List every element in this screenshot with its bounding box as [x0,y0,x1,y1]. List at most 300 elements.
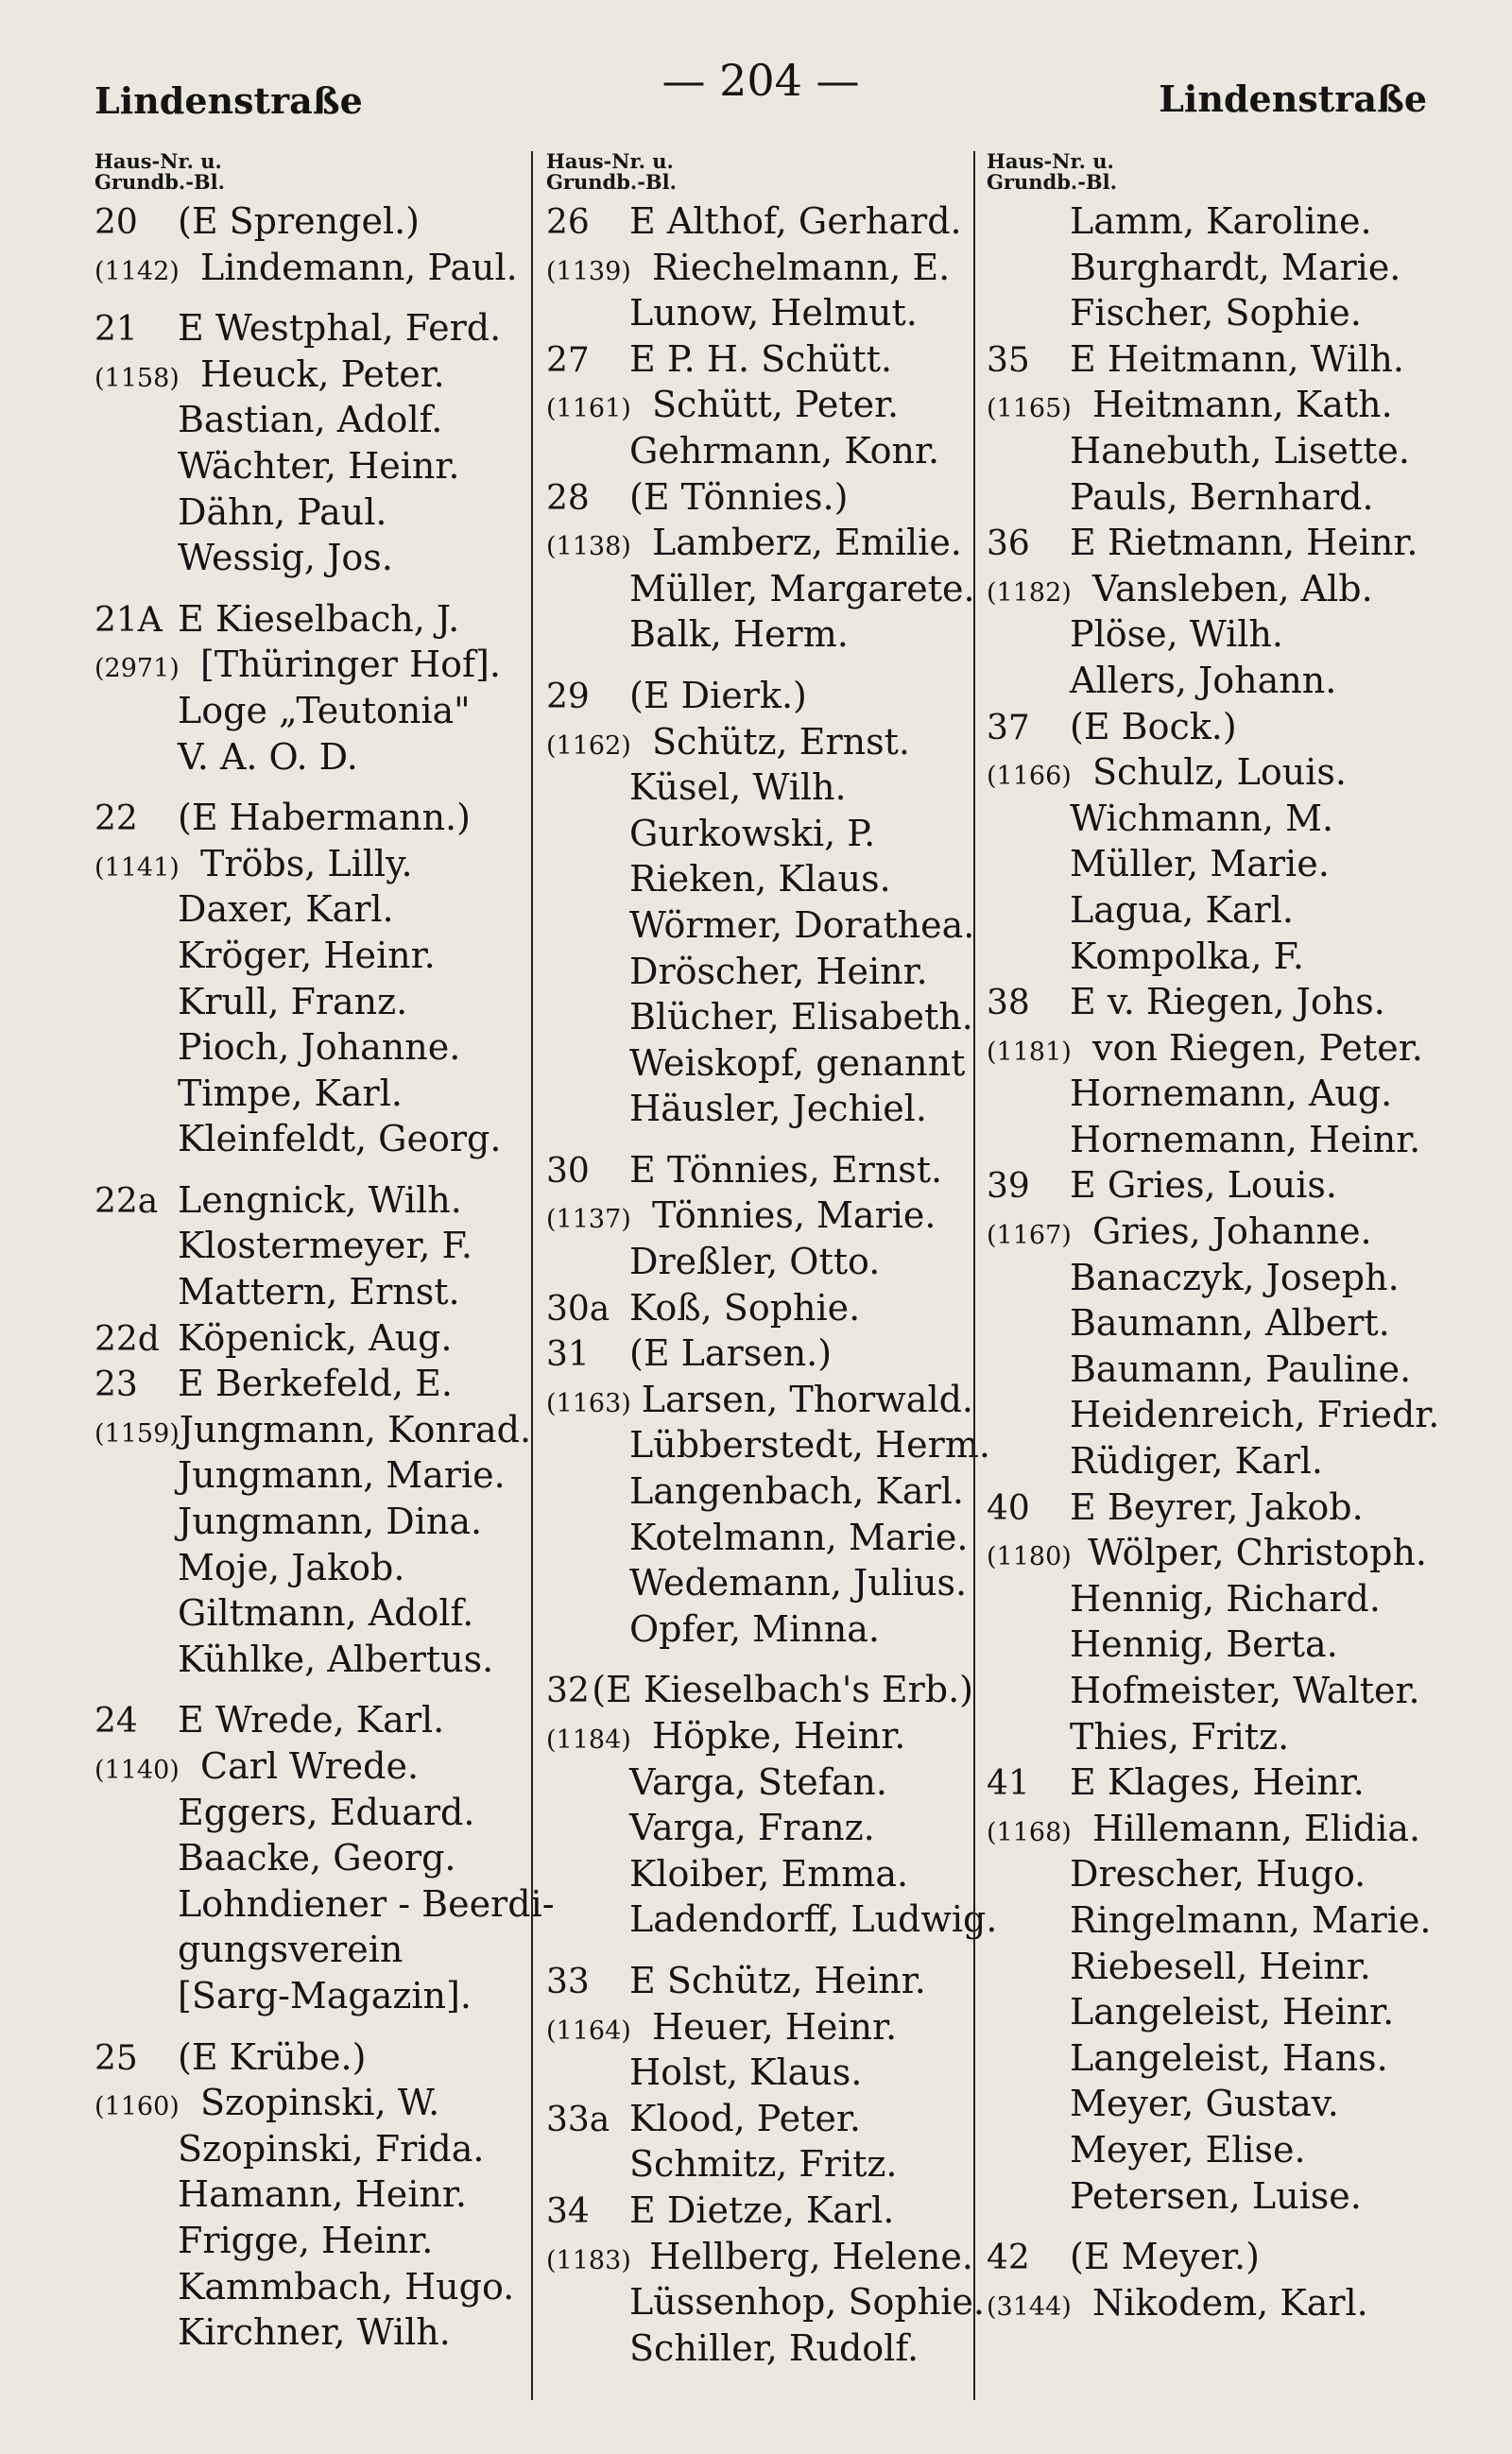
list-item [546,949,973,995]
page-header [94,55,1427,130]
resident-name: Dähn, Paul. [178,490,387,533]
list-item [987,1530,1427,1576]
resident-name: Blücher, Elisabeth. [629,996,973,1038]
resident-name: (E Kieselbach's Erb.) [592,1669,973,1711]
resident-name: E Gries, Louis. [1070,1164,1337,1207]
list-item [987,566,1427,612]
resident-name: Frigge, Heinr. [178,2219,434,2261]
resident-name: Holst, Klaus. [629,2051,863,2094]
resident-name: Langeleist, Hans. [1070,2036,1388,2079]
resident-name: Kirchner, Wilh. [178,2311,451,2354]
list-item [546,1560,973,1606]
house-number: 38 [987,984,1030,1023]
resident-name: Moje, Jakob. [178,1546,405,1588]
house-number: 22a [94,1181,159,1221]
list-item [546,1377,973,1423]
resident-name: Thies, Fritz. [1070,1715,1290,1758]
resident-name: Szopinski, Frida. [178,2127,485,2170]
resident-name: Jungmann, Dina. [178,1501,483,1543]
resident-name: Giltmann, Adolf. [178,1592,474,1635]
house-number: 28 [546,478,590,518]
resident-name: Rieken, Klaus. [629,858,891,901]
list-item [94,1927,524,1973]
resident-name: Hanebuth, Lisette. [1070,429,1410,472]
house-number: 36 [987,524,1030,564]
list-item [546,336,973,383]
house-number: 42 [987,2239,1030,2278]
land-register-number: (1168) [987,1817,1072,1847]
list-item [546,2279,985,2325]
resident-name: (E Dierk.) [629,674,807,716]
list-item [546,1667,973,1713]
resident-name: Häusler, Jechiel. [629,1088,927,1130]
land-register-number: (3144) [987,2291,1072,2322]
list-item [94,1743,524,1790]
resident-name: Burghardt, Marie. [1070,246,1401,288]
list-item [987,474,1427,521]
list-item [94,2309,524,2356]
resident-name: gungsverein [178,1929,404,1971]
house-number: 24 [94,1702,138,1742]
resident-name: Lamm, Karoline. [1070,200,1372,242]
column-heading-line1: Haus-Nr. u. [546,149,674,173]
resident-name: Hennig, Berta. [1070,1623,1338,1666]
resident-name: Langenbach, Karl. [629,1470,964,1513]
list-item [94,979,524,1025]
resident-name: Eggers, Eduard. [178,1791,475,1833]
resident-name: Gurkowski, P. [629,812,876,854]
land-register-number: (2971) [94,654,180,684]
resident-name: Kotelmann, Marie. [629,1516,969,1558]
list-item [987,1759,1427,1806]
resident-name: Klostermeyer, F. [178,1225,472,1267]
house-number: 30 [546,1151,590,1191]
resident-name: Meyer, Elise. [1070,2128,1306,2171]
list-item [546,719,973,765]
house-number: 21 [94,310,138,350]
column-heading-line2: Grundb.-Bl. [546,170,677,194]
list-item [546,902,973,949]
list-item [987,1392,1440,1438]
resident-name: Köpenick, Aug. [178,1316,453,1359]
list-item [94,1835,524,1881]
resident-name: Kammbach, Hugo. [178,2265,515,2308]
house-number: 20 [94,203,138,242]
resident-name: Schulz, Louis. [1092,751,1347,794]
list-item [987,428,1427,474]
list-item [546,1193,973,1239]
house-number: 40 [987,1488,1030,1528]
land-register-number: (1138) [546,532,631,562]
list-item [987,336,1427,383]
list-item [987,796,1427,842]
resident-name: Daxer, Karl. [178,888,394,931]
list-item [987,1989,1427,2035]
resident-name: Lübberstedt, Herm. [629,1424,990,1467]
list-item [94,2264,524,2310]
page-number: — 204 — [662,55,860,106]
list-item [546,2188,973,2234]
land-register-number: (1160) [94,2092,180,2122]
house-number: 27 [546,340,590,380]
list-item [546,566,973,612]
resident-name: Carl Wrede. [200,1745,420,1787]
list-item [546,1040,973,1087]
list-item [546,1759,973,1806]
resident-name: Drescher, Hugo. [1070,1853,1366,1896]
resident-name: Meyer, Gustav. [1070,2083,1339,2125]
land-register-number: (1137) [546,1205,631,1235]
house-number: 21A [94,600,163,640]
list-item [94,1315,524,1362]
list-item [546,1851,973,1897]
list-item [546,2234,973,2280]
resident-name: Bastian, Adolf. [178,399,443,441]
list-item [546,2141,973,2188]
resident-name: V. A. O. D. [178,735,358,778]
resident-name: Kompolka, F. [1070,935,1305,977]
resident-name: Hornemann, Aug. [1070,1073,1393,1115]
column-heading-line1: Haus-Nr. u. [987,149,1114,173]
list-item [546,1147,973,1193]
list-item [546,2004,973,2051]
column-heading-line2: Grundb.-Bl. [94,170,225,194]
list-item [987,2280,1427,2326]
resident-name: Balk, Herm. [629,613,849,656]
house-number: 35 [987,340,1030,380]
resident-name: Pauls, Bernhard. [1070,475,1374,518]
list-item [94,305,524,352]
list-item [546,428,973,474]
list-item [94,397,524,443]
resident-name: Kühlke, Albertus. [178,1638,494,1680]
list-item [94,1071,524,1117]
resident-name: Jungmann, Marie. [178,1454,506,1497]
list-item [546,520,973,566]
list-item [546,764,973,811]
list-item [546,245,973,291]
list-item [94,795,524,841]
list-item [987,1117,1427,1163]
resident-name: Fischer, Sophie. [1070,292,1362,335]
list-item [94,489,524,536]
list-item [546,290,973,336]
list-item [94,841,524,887]
list-item [546,474,973,521]
resident-name: Heuck, Peter. [200,352,445,395]
land-register-number: (1164) [546,2016,631,2046]
house-number: 23 [94,1365,138,1405]
house-number: 31 [546,1335,590,1375]
list-item [987,1714,1427,1760]
entry-list [546,198,998,2371]
list-item [987,198,1427,245]
column-2 [531,149,998,2400]
resident-name: Ladendorff, Ludwig. [629,1898,998,1941]
resident-name: Dröscher, Heinr. [629,950,928,992]
land-register-number: (1165) [987,394,1072,424]
list-item [987,841,1427,887]
resident-name: Pioch, Johanne. [178,1026,461,1069]
resident-name: E Klages, Heinr. [1070,1761,1365,1804]
resident-name: Klood, Peter. [629,2097,861,2139]
resident-name: Opfer, Minna. [629,1607,880,1650]
house-number: 30a [546,1289,610,1329]
resident-name: Höpke, Heinr. [652,1715,906,1757]
list-item [987,1255,1427,1301]
land-register-number: (1159) [94,1418,180,1449]
resident-name: Wedemann, Julius. [629,1562,968,1605]
list-item [987,2173,1427,2220]
list-item [987,245,1427,291]
resident-name: Küsel, Wilh. [629,766,847,809]
list-item [94,1116,524,1162]
list-item [987,1484,1427,1531]
land-register-number: (1166) [987,762,1072,792]
resident-name: von Riegen, Peter. [1092,1026,1423,1069]
resident-name: Kröger, Heinr. [178,934,436,976]
resident-name: Müller, Marie. [1070,843,1330,885]
list-item [987,2035,1427,2082]
list-item [94,1177,524,1224]
resident-name: E Westphal, Ferd. [178,307,502,350]
list-item [546,1330,973,1377]
resident-name: Nikodem, Karl. [1092,2281,1368,2324]
land-register-number: (1158) [94,363,180,393]
resident-name: Schütt, Peter. [652,384,900,426]
list-item [987,1071,1427,1117]
resident-name: Baacke, Georg. [178,1837,456,1879]
land-register-number: (1142) [94,256,180,286]
list-item [546,1422,990,1468]
list-item [987,1806,1427,1852]
list-item [94,2080,524,2126]
resident-name: Langeleist, Heinr. [1070,1991,1395,2034]
house-number: 33 [546,1962,590,2001]
resident-name: E Beyrer, Jakob. [1070,1485,1364,1528]
column-heading [94,151,524,198]
resident-name: Larsen, Thorwald. [641,1378,973,1420]
resident-name: Heidenreich, Friedr. [1070,1394,1440,1436]
list-item [987,1438,1427,1484]
list-item [94,245,524,291]
list-item [987,749,1427,796]
list-item [94,1637,524,1683]
list-item [546,1285,973,1331]
house-number: 25 [94,2038,138,2078]
land-register-number: (1167) [987,1221,1072,1251]
list-item [94,1452,524,1499]
list-item [94,1223,524,1269]
column-heading-line2: Grundb.-Bl. [987,170,1117,194]
resident-name: E Tönnies, Ernst. [629,1148,943,1191]
list-item [987,1944,1427,1990]
land-register-number: (1163) [546,1388,631,1418]
list-item [546,1515,973,1561]
house-number: 39 [987,1167,1030,1207]
resident-name: (E Tönnies.) [629,475,849,518]
entry-list [987,198,1440,2325]
list-item [94,2126,524,2172]
column-heading [987,151,1427,198]
resident-name: Petersen, Luise. [1070,2174,1362,2217]
land-register-number: (1140) [94,1756,180,1785]
list-item [987,934,1427,980]
resident-name: Riechelmann, E. [652,246,951,288]
resident-name: Wörmer, Dorathea. [629,903,975,946]
running-head-right: Lindenstraße [1159,77,1427,120]
house-number: 29 [546,677,590,716]
resident-name: Baumann, Pauline. [1070,1347,1412,1390]
land-register-number: (1184) [546,1725,631,1755]
resident-name: (E Meyer.) [1070,2236,1260,2278]
list-item [546,382,973,428]
list-item [546,2096,973,2142]
resident-name: Varga, Franz. [629,1807,875,1849]
resident-name: Rüdiger, Karl. [1070,1440,1323,1483]
list-item [546,811,973,857]
list-item [546,673,973,719]
resident-name: Krull, Franz. [178,980,408,1022]
resident-name: Lohndiener - Beerdi- [178,1882,555,1925]
house-number: 37 [987,708,1030,747]
resident-name: E Schütz, Heinr. [629,1959,926,2001]
list-item [987,1668,1427,1714]
resident-name: Hofmeister, Walter. [1070,1670,1420,1711]
list-item [987,1347,1427,1393]
resident-name: E v. Riegen, Johs. [1070,981,1385,1023]
list-item [546,2050,973,2096]
list-item [94,1361,524,1407]
list-item [546,1805,973,1851]
resident-name: Loge „Teutonia" [178,689,471,731]
list-item [546,1713,973,1759]
list-item [546,1896,998,1943]
list-item [94,443,524,489]
resident-name: E Wrede, Karl. [178,1699,445,1742]
resident-name: E Kieselbach, J. [178,597,460,640]
list-item [987,2081,1427,2127]
resident-name: Koß, Sophie. [629,1286,861,1329]
land-register-number: (1182) [987,577,1072,608]
resident-name: (E Habermann.) [178,797,471,839]
resident-name: Hennig, Richard. [1070,1577,1381,1620]
list-item [546,198,973,245]
house-number: 22 [94,799,138,839]
resident-name: Schütz, Ernst. [652,720,910,763]
resident-name: (E Krübe.) [178,2035,367,2078]
list-item [94,1697,524,1743]
resident-name: Allers, Johann. [1070,659,1337,701]
resident-name: Hamann, Heinr. [178,2173,467,2216]
house-number: 22d [94,1319,160,1359]
list-item [94,198,524,245]
resident-name: Dreßler, Otto. [629,1241,881,1283]
resident-name: Schmitz, Fritz. [629,2143,898,2186]
list-item [987,290,1427,336]
running-head-left: Lindenstraße [94,79,363,122]
resident-name: Lagua, Karl. [1070,888,1294,931]
resident-name: (E Larsen.) [629,1332,833,1375]
house-number: 32 [546,1672,590,1711]
list-item [987,1576,1427,1622]
resident-name: Hillemann, Elidia. [1092,1807,1421,1849]
list-item [546,1468,973,1515]
list-item [987,1300,1427,1347]
list-item [94,352,524,398]
resident-name: E Dietze, Karl. [629,2188,895,2231]
resident-name: Mattern, Ernst. [178,1271,460,1313]
list-item [94,2034,524,2081]
resident-name: Szopinski, W. [200,2082,440,2124]
list-item [987,658,1427,704]
resident-name: Wächter, Heinr. [178,444,460,487]
list-item [546,1958,973,2004]
land-register-number: (1139) [546,256,631,286]
land-register-number: (1162) [546,730,631,761]
list-item [94,1590,524,1637]
resident-name: E Berkefeld, E. [178,1363,453,1405]
land-register-number: (1161) [546,394,631,424]
list-item [987,1162,1427,1209]
resident-name: Tröbs, Lilly. [200,842,413,884]
list-item [987,611,1427,658]
list-item [546,1606,973,1653]
resident-name: [Thüringer Hof]. [200,644,501,686]
house-number: 33a [546,2100,610,2139]
resident-name: E Rietmann, Heinr. [1070,522,1418,564]
list-item [987,520,1427,566]
resident-name: Heuer, Heinr. [652,2005,898,2048]
list-item [94,2171,524,2218]
list-item [987,887,1427,934]
resident-name: Lindemann, Paul. [200,246,518,288]
resident-name: Wessig, Jos. [178,537,393,579]
land-register-number: (1180) [987,1542,1072,1572]
resident-name: Hornemann, Heinr. [1070,1118,1421,1160]
resident-name: Weiskopf, genannt [629,1041,966,1084]
list-item [546,1239,973,1285]
house-number: 26 [546,203,590,242]
resident-name: Hellberg, Helene. [649,2235,973,2277]
list-item [987,1025,1427,1072]
resident-name: (E Sprengel.) [178,200,420,242]
list-item [94,535,524,581]
house-number: 41 [987,1764,1030,1804]
list-item [987,979,1427,1025]
resident-name: Kleinfeldt, Georg. [178,1118,502,1160]
list-item [987,1209,1427,1255]
list-item [987,704,1427,750]
resident-name: Wölper, Christoph. [1088,1532,1427,1574]
house-number: 34 [546,2191,590,2231]
list-item [94,1269,524,1315]
resident-name: Jungmann, Konrad. [179,1408,532,1450]
resident-name: Riebesell, Heinr. [1070,1945,1371,1987]
list-item [94,886,524,933]
list-item [94,642,524,688]
list-item [987,382,1427,428]
resident-name: Müller, Margarete. [629,567,975,609]
resident-name: E P. H. Schütt. [629,337,893,380]
resident-name: Timpe, Karl. [178,1072,403,1114]
list-item [94,2218,524,2264]
list-item [94,933,524,979]
directory-columns [94,149,1440,2400]
resident-name: Lengnick, Wilh. [178,1178,462,1221]
resident-name: Varga, Stefan. [629,1760,887,1803]
resident-name: Gries, Johanne. [1092,1210,1372,1253]
